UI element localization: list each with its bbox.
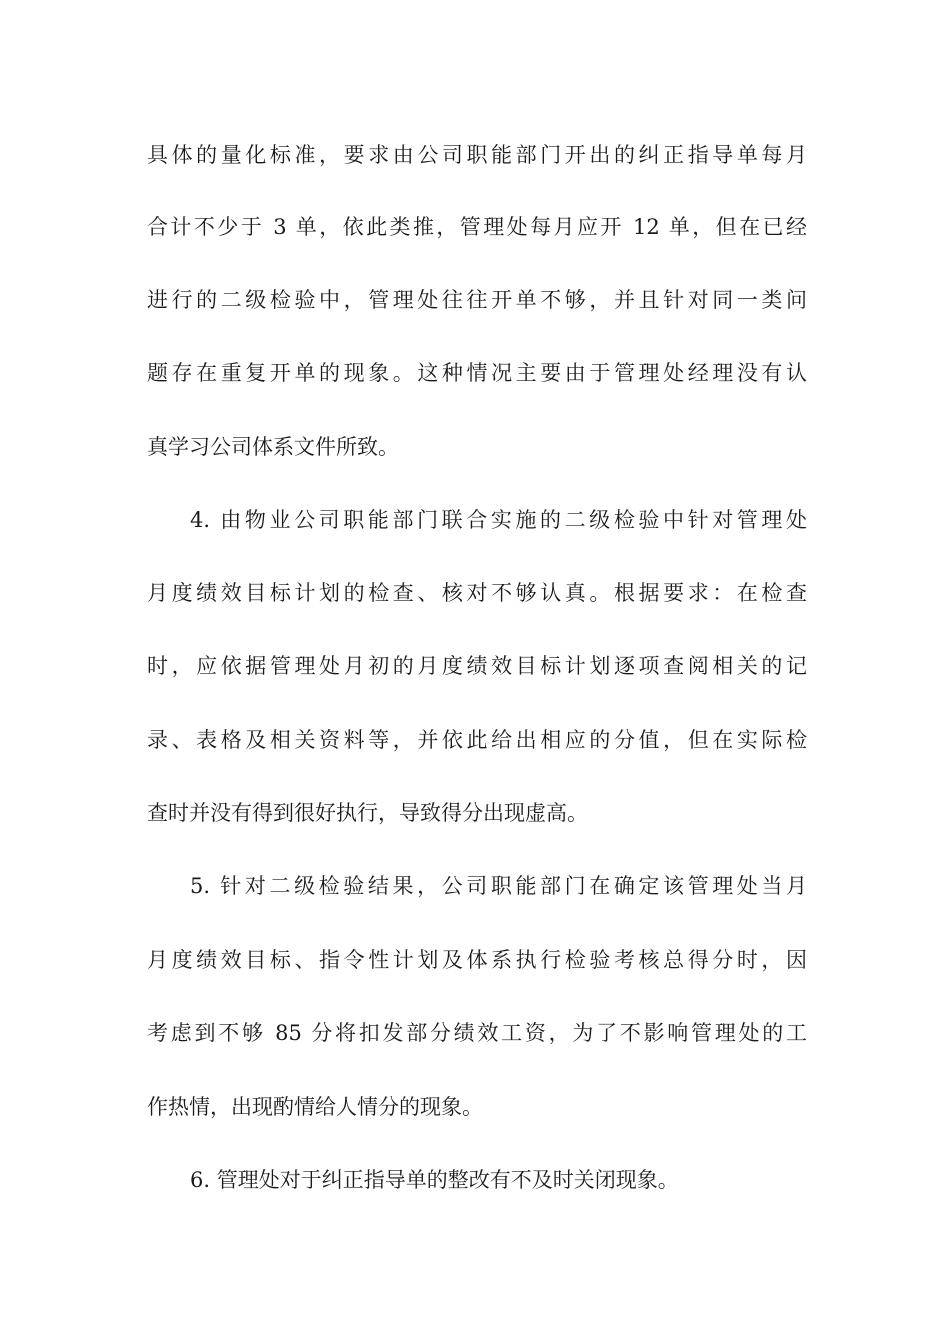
text-line: 月度绩效目标计划的检查、核对不够认真。根据要求：在检查: [147, 581, 807, 605]
paragraph-5-start: 5. 针对二级检验结果，公司职能部门在确定该管理处当月: [190, 874, 807, 898]
text-line: 作热情，出现酌情给人情分的现象。: [147, 1095, 483, 1119]
text-line: 真学习公司体系文件所致。: [147, 435, 399, 459]
text-line: 时，应依据管理处月初的月度绩效目标计划逐项查阅相关的记: [147, 654, 807, 678]
text-line: 具体的量化标准，要求由公司职能部门开出的纠正指导单每月: [147, 143, 807, 167]
text-line: 合计不少于 3 单，依此类推，管理处每月应开 12 单，但在已经: [147, 215, 807, 239]
text-line: 查时并没有得到很好执行，导致得分出现虚高。: [147, 801, 588, 825]
text-line: 题存在重复开单的现象。这种情况主要由于管理处经理没有认: [147, 361, 807, 385]
text-line: 进行的二级检验中，管理处往往开单不够，并且针对同一类问: [147, 288, 807, 312]
text-line: 考虑到不够 85 分将扣发部分绩效工资，为了不影响管理处的工: [147, 1021, 807, 1045]
paragraph-6: 6. 管理处对于纠正指导单的整改有不及时关闭现象。: [190, 1168, 679, 1192]
paragraph-4-start: 4. 由物业公司职能部门联合实施的二级检验中针对管理处: [190, 508, 807, 532]
text-line: 录、表格及相关资料等，并依此给出相应的分值，但在实际检: [147, 728, 807, 752]
text-line: 月度绩效目标、指令性计划及体系执行检验考核总得分时，因: [147, 948, 807, 972]
